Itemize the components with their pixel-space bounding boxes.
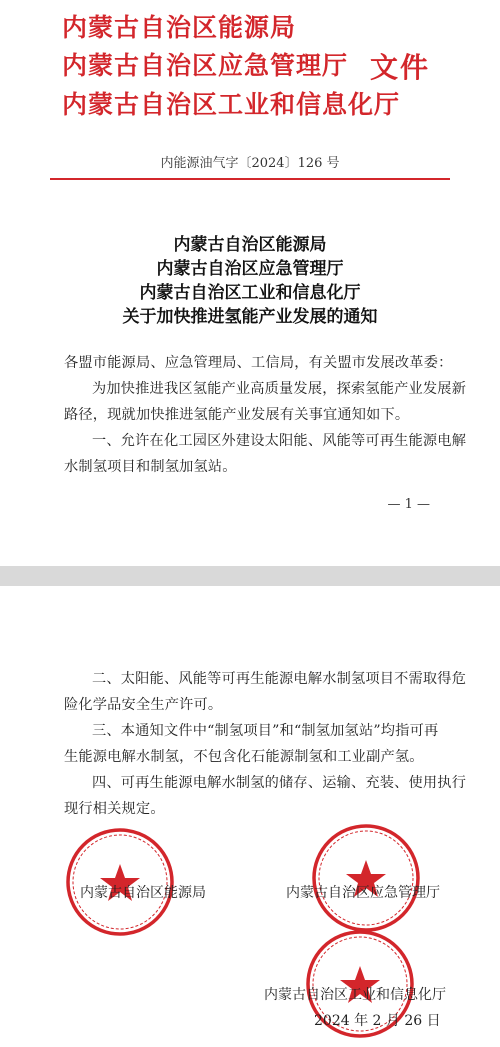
page-number: — 1 —: [387, 497, 430, 512]
title-line-3: 内蒙古自治区工业和信息化厅: [139, 283, 361, 303]
title-line-1: 内蒙古自治区能源局: [173, 235, 327, 255]
paragraph-line: 险化学品安全生产许可。: [64, 697, 223, 713]
paragraph-line: 一、允许在化工园区外建设太阳能、风能等可再生能源电解: [92, 433, 467, 449]
document-number: 内能源油气字〔2024〕126 号: [160, 156, 340, 171]
paragraph-line: 水制氢项目和制氢加氢站。: [64, 459, 237, 475]
signature-date: 2024 年 2 月 26 日: [314, 1013, 441, 1029]
official-seal-icon: [310, 822, 422, 934]
paragraph-line: 二、太阳能、风能等可再生能源电解水制氢项目不需取得危: [92, 671, 467, 687]
paragraph-line: 四、可再生能源电解水制氢的储存、运输、充装、使用执行: [92, 775, 467, 791]
paragraph-line: 三、本通知文件中“制氢项目”和“制氢加氢站”均指可再: [92, 723, 439, 739]
paragraph-line: 为加快推进我区氢能产业高质量发展，探索氢能产业发展新: [92, 381, 467, 397]
document-page-2: [0, 586, 500, 1047]
addressee: 各盟市能源局、应急管理局、工信局，有关盟市发展改革委：: [64, 355, 453, 371]
paragraph-line: 生能源电解水制氢，不包含化石能源制氢和工业副产氢。: [64, 749, 424, 765]
signature-issuer-2: 内蒙古自治区应急管理厅: [286, 885, 440, 901]
signature-issuer-1: 内蒙古自治区能源局: [80, 885, 206, 901]
header-document-word: 文件: [370, 51, 431, 84]
signature-issuer-3: 内蒙古自治区工业和信息化厅: [264, 987, 446, 1003]
title-line-4: 关于加快推进氢能产业发展的通知: [122, 307, 378, 327]
header-issuer-3: 内蒙古自治区工业和信息化厅: [62, 90, 401, 119]
paragraph-line: 现行相关规定。: [64, 801, 165, 817]
header-issuer-2: 内蒙古自治区应急管理厅: [62, 51, 349, 80]
header-issuer-1: 内蒙古自治区能源局: [62, 13, 297, 42]
red-divider: [50, 178, 450, 180]
paragraph-line: 路径，现就加快推进氢能产业发展有关事宜通知如下。: [64, 407, 410, 423]
page-separator: [0, 566, 500, 586]
title-line-2: 内蒙古自治区应急管理厅: [156, 259, 344, 279]
